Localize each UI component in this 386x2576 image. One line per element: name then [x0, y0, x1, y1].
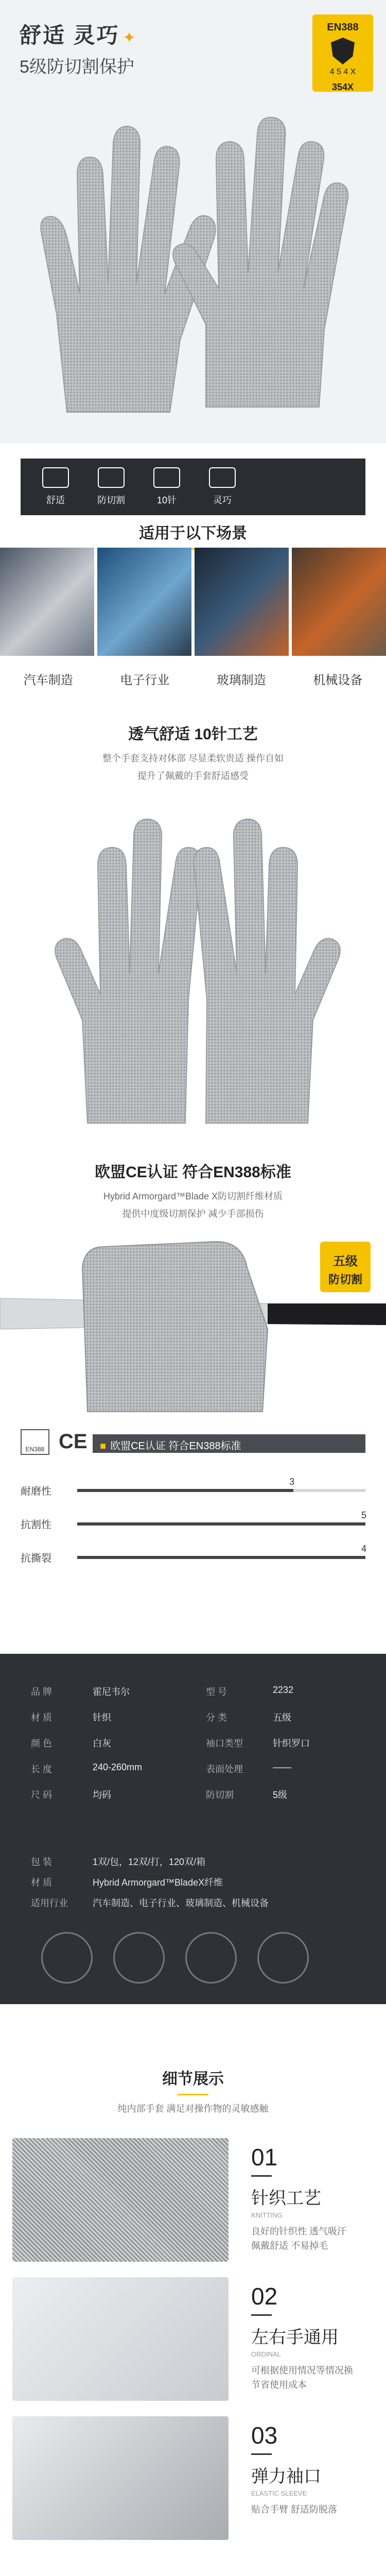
detail-name: 弹力袖口 — [251, 2467, 321, 2486]
detail-number: 03 — [251, 2422, 278, 2449]
needle-icon — [153, 467, 180, 488]
breath-desc1: 整个手套支持对体部 尽显柔软贵适 操作自如 — [102, 753, 284, 764]
spec-k1-cell: 尺 码 — [31, 1790, 52, 1800]
spec-v2-cell: 五级 — [273, 1713, 291, 1723]
detail-en: ORDINAL — [251, 2350, 281, 2358]
cert-desc1: Hybrid Armorgard™Blade X防切割纤维材质 — [103, 1191, 283, 1201]
comfort-icon — [42, 467, 69, 488]
warning-icon: ■ — [100, 1440, 107, 1452]
feature-bar — [21, 459, 365, 515]
car-icon — [113, 1932, 165, 1984]
spec-v2-cell: —— — [273, 1762, 291, 1772]
detail-divider — [251, 2453, 272, 2455]
scene-image-machinery — [292, 548, 386, 656]
hero-section — [0, 0, 386, 443]
level-badge-line2: 防切割 — [328, 1273, 362, 1286]
spec-k1-cell: 颜 色 — [31, 1738, 52, 1749]
detail-image — [12, 2138, 229, 2262]
spec-v1-cell: 针织 — [93, 1713, 111, 1723]
details-title: 细节展示 — [162, 2071, 224, 2088]
detail-name: 针织工艺 — [251, 2189, 321, 2208]
cut-row-label: 抗撕裂 — [21, 1553, 51, 1564]
scenes-images — [0, 548, 386, 656]
cut-row-fill — [77, 1489, 293, 1492]
cert-title: 欧盟CE认证 符合EN388标准 — [95, 1164, 291, 1181]
breath-section — [0, 721, 386, 781]
spec-v1-cell: 均码 — [93, 1790, 111, 1800]
shield-icon — [331, 38, 355, 64]
level-badge — [320, 1242, 371, 1292]
spec-v1-cell: 霍尼韦尔 — [93, 1687, 130, 1697]
cut-row-value: 4 — [361, 1544, 367, 1554]
plug-icon — [41, 1932, 93, 1984]
spec-v2-cell: 5级 — [273, 1790, 288, 1800]
spec-section — [0, 1654, 386, 2004]
feature-item: 10针 — [139, 467, 195, 506]
detail-image — [12, 2416, 229, 2540]
scene-image-auto — [0, 548, 94, 656]
spec-k1-cell: 材 质 — [31, 1713, 52, 1723]
bottle-icon — [185, 1932, 237, 1984]
spec-k2-cell: 型 号 — [206, 1687, 227, 1697]
cut-table-row — [21, 1512, 365, 1533]
material-label: 材 质 — [31, 1877, 52, 1888]
cert-label-row — [21, 1427, 365, 1458]
detail-divider — [251, 2175, 272, 2177]
cert-section — [0, 1159, 386, 1219]
hero-title: 舒适 灵巧 ✦ — [20, 23, 137, 47]
breath-gloves-image — [41, 804, 350, 1139]
scene-image-electronics — [97, 548, 191, 656]
hero-gloves-image — [36, 98, 355, 428]
badge-line2: 4 5 4 X — [329, 67, 356, 76]
detail-text — [251, 2421, 375, 2517]
scene-label: 电子行业 — [120, 673, 170, 687]
cut-resistant-icon — [98, 467, 125, 488]
spec-v1-cell: 白灰 — [93, 1738, 111, 1749]
scenes-labels — [0, 670, 386, 688]
detail-desc: 贴合手臂 舒适防脱落 — [251, 2504, 338, 2515]
cert-label-bar: ■ 欧盟CE认证 符合EN388标准 — [93, 1434, 365, 1453]
cut-row-label: 抗割性 — [21, 1519, 51, 1531]
scene-label: 玻璃制造 — [216, 673, 266, 687]
details-header — [0, 2066, 386, 2114]
spec-k2-cell: 分 类 — [206, 1713, 227, 1723]
en388-icon: EN388 — [21, 1429, 49, 1455]
scenes-header — [0, 520, 386, 546]
spec-k2-cell: 表面处理 — [206, 1764, 243, 1774]
cut-row-label: 耐磨性 — [21, 1486, 51, 1497]
detail-text — [251, 2282, 375, 2392]
spec-v2-cell: 针织罗口 — [273, 1738, 310, 1749]
scene-label: 机械设备 — [313, 673, 363, 687]
cut-table-row — [21, 1479, 365, 1499]
breath-title: 透气舒适 10针工艺 — [128, 726, 258, 743]
spec-k1-cell: 品 牌 — [31, 1687, 52, 1697]
cut-row-value: 5 — [361, 1510, 367, 1520]
spec-k2-cell: 防切割 — [206, 1790, 234, 1800]
pack-label: 包 装 — [31, 1857, 52, 1867]
detail-en: ELASTIC SLEEVE — [251, 2489, 307, 2497]
detail-desc: 可根据使用情况等情况换 节省使用成本 — [251, 2365, 353, 2390]
spec-k2-cell: 袖口类型 — [206, 1738, 243, 1749]
level-badge-line1: 五级 — [333, 1255, 358, 1268]
scene-label: 汽车制造 — [23, 673, 73, 687]
cut-row-value: 3 — [289, 1477, 295, 1487]
detail-en: KNITTING — [251, 2211, 283, 2219]
badge-line3: 354X — [331, 82, 354, 92]
apply-value: 汽车制造、电子行业、玻璃制造、机械设备 — [93, 1898, 269, 1908]
dexterity-icon — [209, 467, 236, 488]
scenes-title: 适用于以下场景 — [139, 525, 247, 542]
details-subtitle: 纯内部手套 满足对操作物的灵敏感触 — [117, 2104, 269, 2114]
breath-desc2: 提升了佩戴的手套舒适感受 — [137, 771, 249, 781]
material-value: Hybrid Armorgard™BladeX纤维 — [93, 1877, 223, 1888]
spec-icons — [41, 1932, 309, 1984]
detail-number: 02 — [251, 2283, 278, 2310]
detail-desc: 良好的针织性 透气吸汗 佩戴舒适 不易掉毛 — [251, 2226, 346, 2251]
detail-name: 左右手通用 — [251, 2328, 339, 2347]
cut-row-fill — [77, 1522, 365, 1526]
hero-subtitle: 5级防切割保护 — [20, 57, 134, 77]
spec-k1-cell: 长 度 — [31, 1764, 52, 1774]
detail-number: 01 — [251, 2144, 278, 2171]
feature-item: 防切割 — [83, 467, 139, 506]
spec-v1-cell: 240-260mm — [93, 1762, 143, 1772]
pack-value: 1双/包，12双/打，120双/箱 — [93, 1857, 206, 1867]
spec-v2-cell: 2232 — [273, 1685, 294, 1695]
feature-item: 灵巧 — [195, 467, 250, 506]
cert-desc2: 提供中度级切割保护 减少手部损伤 — [122, 1209, 264, 1219]
title-underline — [178, 2094, 208, 2095]
detail-divider — [251, 2314, 272, 2316]
ce-mark: CE — [59, 1430, 87, 1453]
scene-image-glass — [195, 548, 289, 656]
en388-badge — [312, 14, 373, 92]
detail-text — [251, 2143, 375, 2253]
machine-icon — [257, 1932, 309, 1984]
star-icon: ✦ — [122, 29, 137, 46]
feature-item: 舒适 — [28, 467, 83, 506]
cut-row-fill — [77, 1556, 365, 1559]
detail-image — [12, 2277, 229, 2401]
badge-line1: EN388 — [327, 22, 359, 33]
apply-label: 适用行业 — [31, 1898, 68, 1908]
cut-table-row — [21, 1546, 365, 1566]
